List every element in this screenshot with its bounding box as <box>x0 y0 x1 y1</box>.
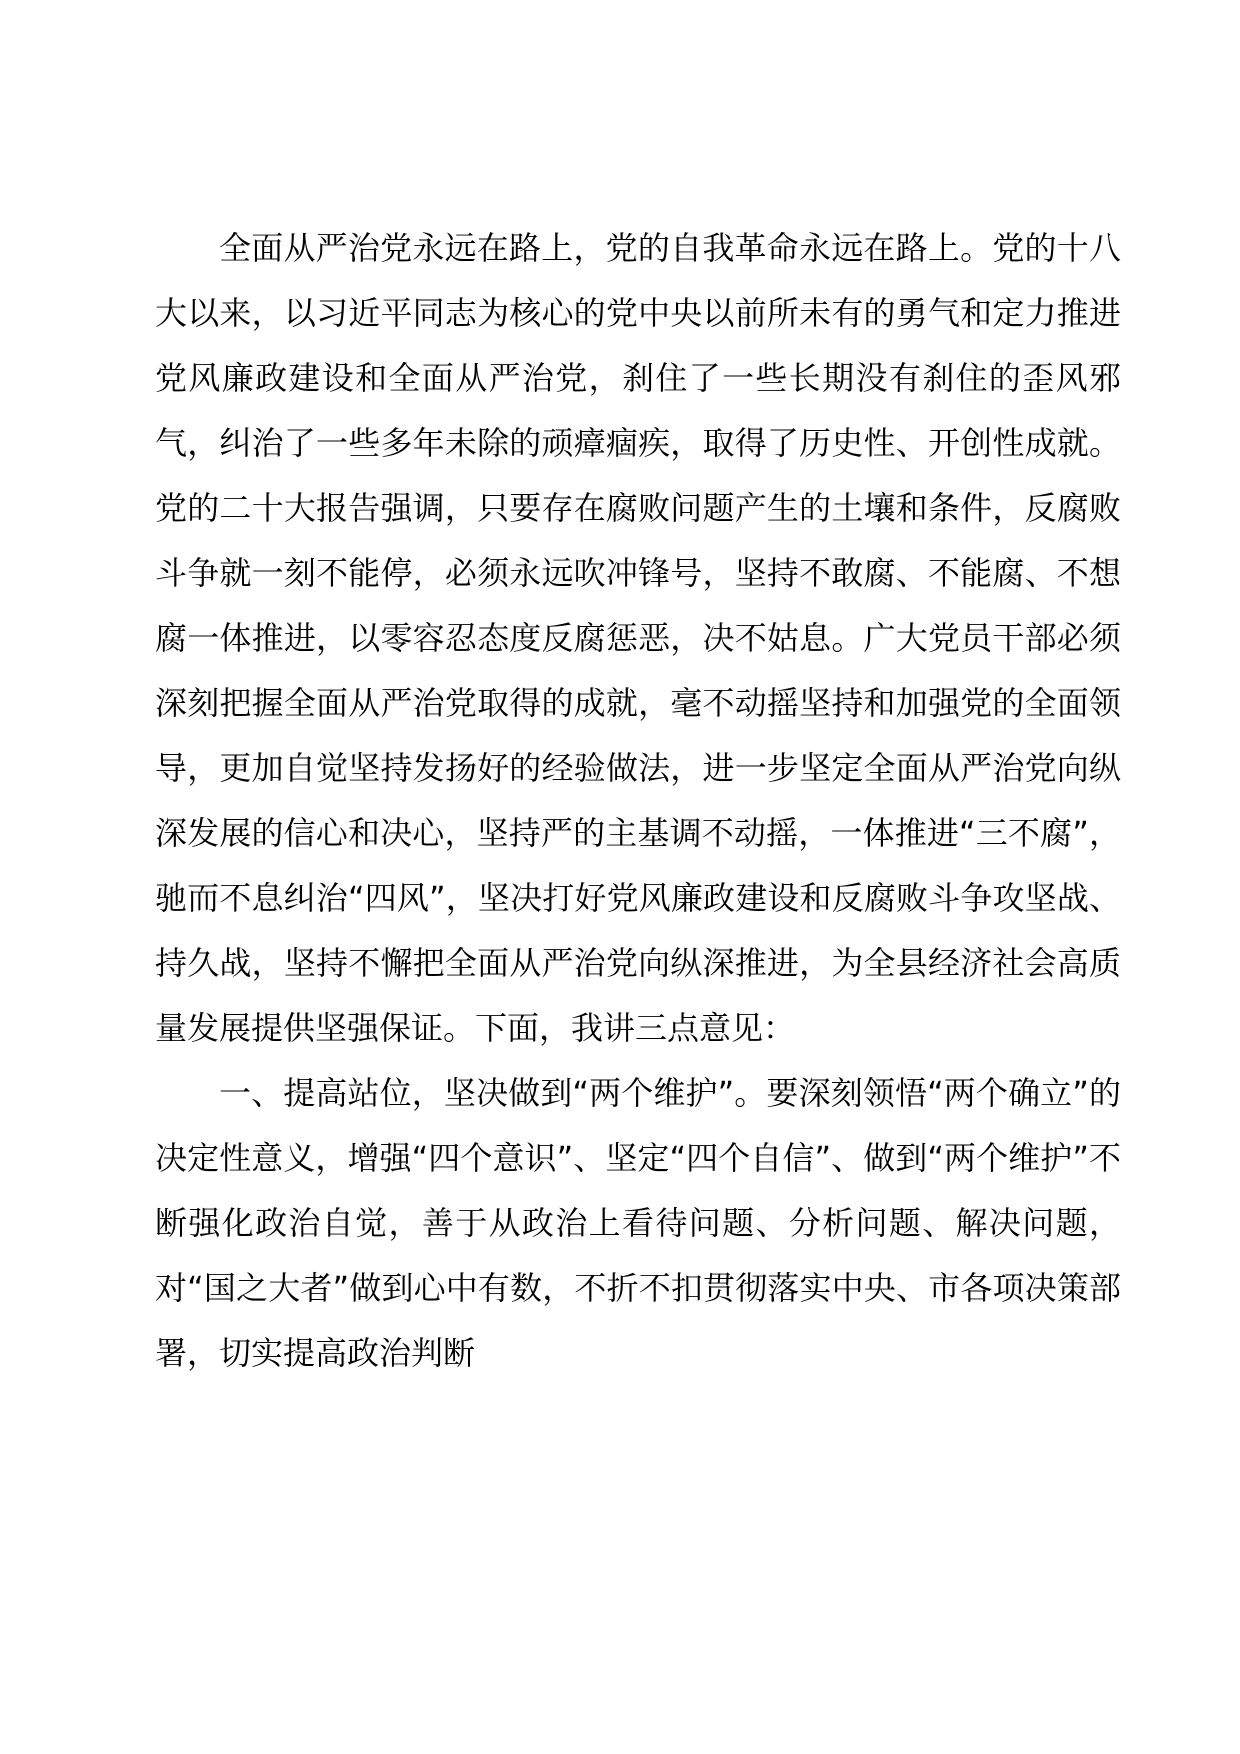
paragraph-intro: 全面从严治党永远在路上，党的自我革命永远在路上。党的十八大以来，以习近平同志为核心的党中央以前所未有的勇气和定力推进党风廉政建设和全面从严治党，刹住了一些长期没有刹住的歪风邪气，纠治了一些多年未除的顽瘴痼疾，取得了历史性、开创性成就。党的二十大报告强调，只要存在腐败问题产生的土壤和条件，反腐败斗争就一刻不能停，必须永远吹冲锋号，坚持不敢腐、不能腐、不想腐一体推进，以零容忍态度反腐惩恶，决不姑息。广大党员干部必须深刻把握全面从严治党取得的成就，毫不动摇坚持和加强党的全面领导，更加自觉坚持发扬好的经验做法，进一步坚定全面从严治党向纵深发展的信心和决心，坚持严的主基调不动摇，一体推进“三不腐”，驰而不息纠治“四风”，坚决打好党风廉政建设和反腐败斗争攻坚战、持久战，坚持不懈把全面从严治党向纵深推进，为全县经济社会高质量发展提供坚强保证。下面，我讲三点意见： <box>155 229 1121 1047</box>
paragraph-point-one: 一、提高站位，坚决做到“两个维护”。要深刻领悟“两个确立”的决定性意义，增强“四个意识”、坚定“四个自信”、做到“两个维护”不断强化政治自觉，善于从政治上看待问题、分析问题、解决问题，对“国之大者”做到心中有数，不折不扣贯彻落实中央、市各项决策部署，切实提高政治判断 <box>155 1074 1121 1372</box>
document-body <box>155 216 1121 1386</box>
